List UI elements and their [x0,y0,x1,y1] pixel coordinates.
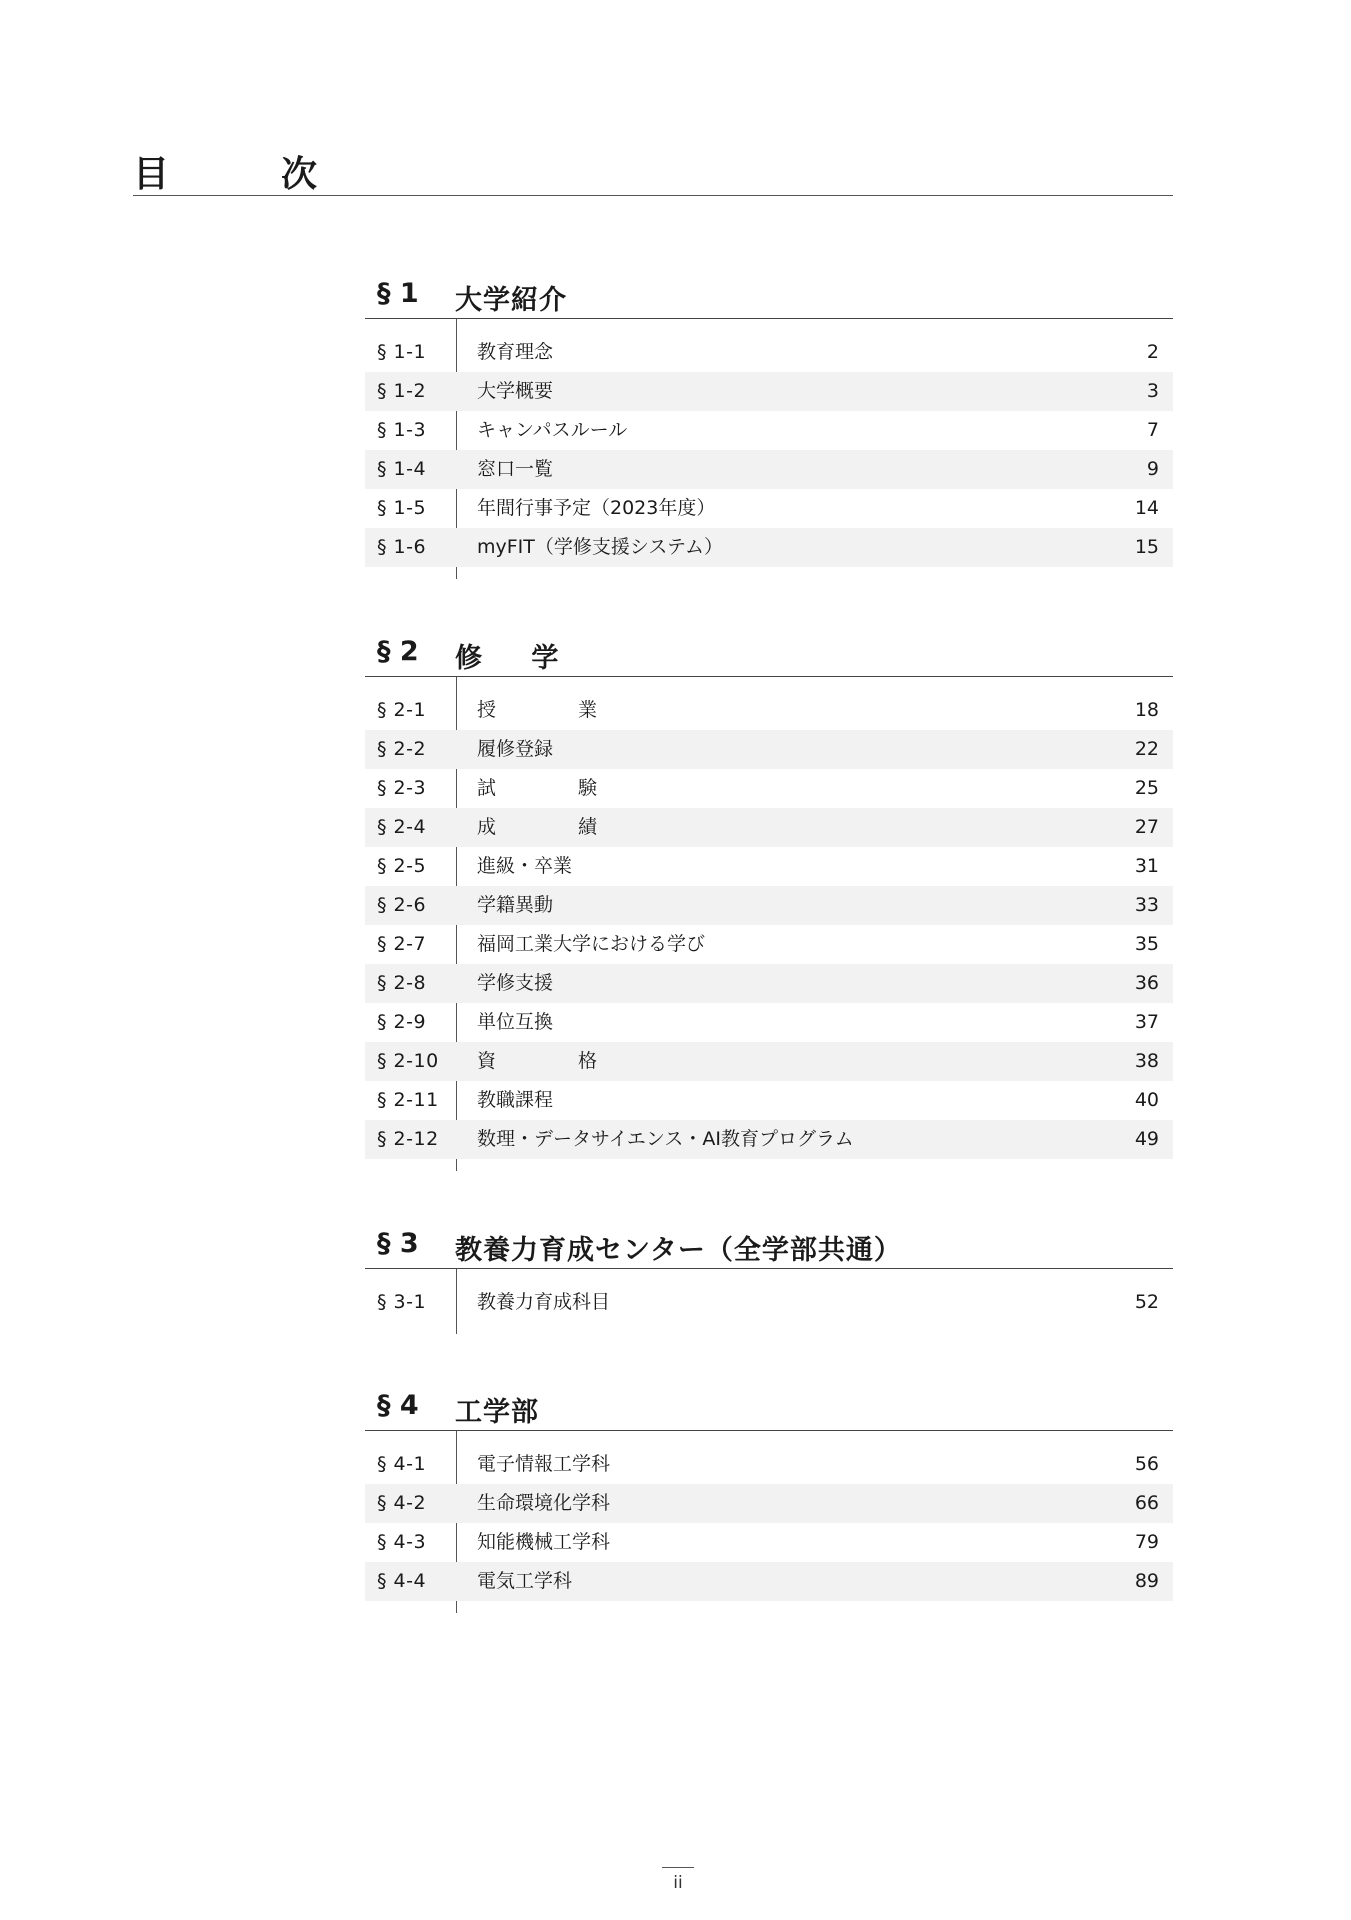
entry-list [365,319,1173,579]
section-number: § 2 [377,636,419,667]
toc-entry[interactable] [365,925,1173,964]
toc-entry[interactable] [365,847,1173,886]
entry-title: 教職課程 [477,1089,554,1111]
toc-entry[interactable] [365,1081,1173,1120]
entry-page-number: 27 [1134,816,1159,838]
entry-title: 授 業 [477,699,636,721]
entry-title: 単位互換 [477,1011,554,1033]
entry-number: § 2-2 [377,738,427,760]
section-title: 工学部 [455,1397,539,1428]
entry-number: § 2-11 [377,1089,439,1111]
entry-number: § 2-5 [377,855,427,877]
entry-number: § 2-9 [377,1011,427,1033]
toc-entry[interactable] [365,1445,1173,1484]
toc-entry[interactable] [365,1484,1173,1523]
toc-entry[interactable] [365,886,1173,925]
toc-entry[interactable] [365,1523,1173,1562]
toc-section [365,278,1173,579]
entry-title: 大学概要 [477,380,554,402]
toc-entry[interactable] [365,808,1173,847]
page-number: ii [673,1873,683,1893]
entry-title: 年間行事予定（2023年度） [477,497,716,519]
section-number: § 1 [377,278,419,309]
entry-list [365,1431,1173,1613]
entry-page-number: 38 [1134,1050,1159,1072]
entry-page-number: 40 [1134,1089,1159,1111]
title-divider [133,195,1173,196]
entry-page-number: 14 [1134,497,1159,519]
toc-section [365,1228,1173,1334]
page-title: 目 次 [133,154,356,195]
entry-page-number: 31 [1134,855,1159,877]
section-heading [365,278,1173,319]
entry-title: 知能機械工学科 [477,1531,611,1553]
entry-page-number: 25 [1134,777,1159,799]
entry-list [365,1269,1173,1334]
section-heading [365,636,1173,677]
entry-title: 資 格 [477,1050,636,1072]
entry-number: § 1-5 [377,497,427,519]
toc-entry[interactable] [365,964,1173,1003]
entry-number: § 2-4 [377,816,427,838]
entry-number: § 2-1 [377,699,427,721]
entry-page-number: 49 [1134,1128,1159,1150]
section-title: 修 学 [455,643,579,674]
entry-number: § 4-2 [377,1492,427,1514]
entry-page-number: 15 [1134,536,1159,558]
entry-page-number: 9 [1146,458,1159,480]
entry-page-number: 36 [1134,972,1159,994]
entry-title: 学籍異動 [477,894,554,916]
toc-entry[interactable] [365,691,1173,730]
entry-page-number: 22 [1134,738,1159,760]
entry-title: myFIT（学修支援システム） [477,536,723,558]
entry-page-number: 56 [1134,1453,1159,1475]
entry-title: 電気工学科 [477,1570,573,1592]
entry-number: § 4-3 [377,1531,427,1553]
toc-section [365,636,1173,1171]
toc-entry[interactable] [365,333,1173,372]
entry-page-number: 18 [1134,699,1159,721]
entry-page-number: 52 [1134,1291,1159,1313]
entry-title: 試 験 [477,777,636,799]
footer-divider [662,1867,694,1868]
entry-page-number: 79 [1134,1531,1159,1553]
entry-title: 福岡工業大学における学び [477,933,706,955]
entry-title: キャンパスルール [477,419,628,441]
entry-title: 学修支援 [477,972,554,994]
entry-title: 窓口一覧 [477,458,554,480]
toc-entry[interactable] [365,730,1173,769]
entry-number: § 1-2 [377,380,427,402]
section-heading [365,1390,1173,1431]
toc-entry[interactable] [365,1562,1173,1601]
toc-entry[interactable] [365,450,1173,489]
entry-page-number: 33 [1134,894,1159,916]
entry-page-number: 3 [1146,380,1159,402]
entry-title: 電子情報工学科 [477,1453,611,1475]
entry-title: 成 績 [477,816,636,838]
toc-entry[interactable] [365,1283,1173,1322]
entry-number: § 1-3 [377,419,427,441]
entry-page-number: 7 [1146,419,1159,441]
section-heading [365,1228,1173,1269]
entry-number: § 2-10 [377,1050,439,1072]
entry-number: § 2-3 [377,777,427,799]
entry-list [365,677,1173,1171]
entry-page-number: 2 [1146,341,1159,363]
toc-entry[interactable] [365,372,1173,411]
toc-entry[interactable] [365,1003,1173,1042]
entry-title: 生命環境化学科 [477,1492,611,1514]
toc-entry[interactable] [365,1042,1173,1081]
toc-entry[interactable] [365,769,1173,808]
entry-number: § 3-1 [377,1291,427,1313]
entry-title: 教育理念 [477,341,554,363]
toc-section [365,1390,1173,1613]
entry-number: § 2-12 [377,1128,439,1150]
entry-number: § 1-4 [377,458,427,480]
entry-page-number: 66 [1134,1492,1159,1514]
entry-number: § 1-6 [377,536,427,558]
entry-title: 教養力育成科目 [477,1291,611,1313]
entry-number: § 4-1 [377,1453,427,1475]
section-title: 大学紹介 [455,285,567,316]
entry-number: § 4-4 [377,1570,427,1592]
toc-entry[interactable] [365,528,1173,567]
toc-entry[interactable] [365,1120,1173,1159]
toc-entry[interactable] [365,489,1173,528]
entry-title: 数理・データサイエンス・AI教育プログラム [477,1128,854,1150]
entry-title: 進級・卒業 [477,855,573,877]
section-title: 教養力育成センター（全学部共通） [455,1235,902,1266]
entry-page-number: 35 [1134,933,1159,955]
entry-number: § 2-7 [377,933,427,955]
entry-title: 履修登録 [477,738,554,760]
entry-number: § 2-6 [377,894,427,916]
entry-number: § 2-8 [377,972,427,994]
toc-entry[interactable] [365,411,1173,450]
entry-page-number: 37 [1134,1011,1159,1033]
section-number: § 3 [377,1228,419,1259]
section-number: § 4 [377,1390,419,1421]
entry-page-number: 89 [1134,1570,1159,1592]
entry-number: § 1-1 [377,341,427,363]
